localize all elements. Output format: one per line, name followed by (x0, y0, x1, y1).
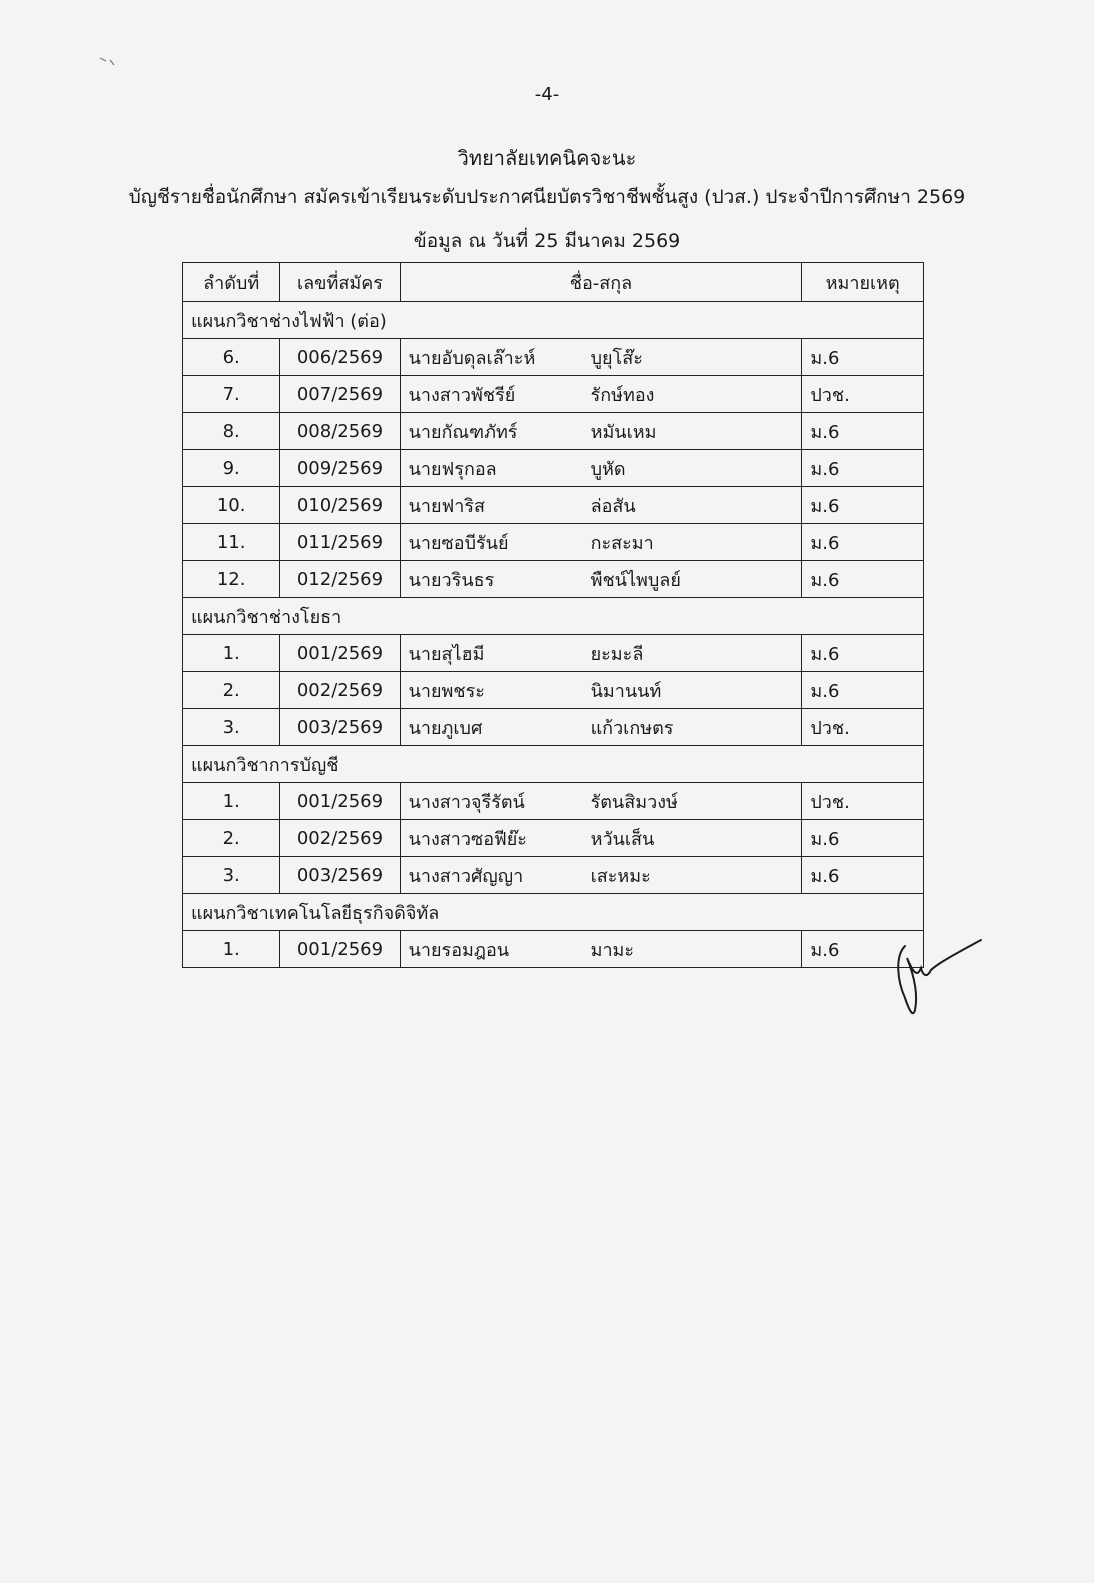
col-header-order: ลำดับที่ (183, 263, 280, 302)
cell-app-id: 011/2569 (280, 524, 400, 561)
cell-remark: ม.6 (802, 931, 924, 968)
cell-name (400, 931, 802, 968)
cell-order: 3. (183, 709, 280, 746)
cell-app-id: 001/2569 (280, 635, 400, 672)
cell-remark: ม.6 (802, 561, 924, 598)
cell-order: 6. (183, 339, 280, 376)
cell-order: 11. (183, 524, 280, 561)
table-row (183, 820, 924, 857)
cell-remark: ม.6 (802, 820, 924, 857)
section-row (183, 302, 924, 339)
data-date: ข้อมูล ณ วันที่ 25 มีนาคม 2569 (413, 230, 681, 252)
cell-name (400, 339, 802, 376)
table-row (183, 931, 924, 968)
cell-app-id: 003/2569 (280, 709, 400, 746)
last-name: กะสะมา (590, 532, 654, 554)
cell-remark: ม.6 (802, 487, 924, 524)
last-name: รัตนสิมวงษ์ (590, 791, 678, 813)
first-name: นายอับดุลเล๊าะห์ (408, 347, 536, 369)
last-name: พืชน์ไพบูลย์ (590, 569, 681, 591)
last-name: แก้วเกษตร (590, 717, 674, 739)
cell-name (400, 413, 802, 450)
table-row (183, 709, 924, 746)
first-name: นางสาวพัชรีย์ (408, 384, 516, 406)
section-title: แผนกวิชาการบัญชี (183, 746, 924, 783)
cell-order: 1. (183, 783, 280, 820)
scan-mark (98, 52, 118, 72)
last-name: นิมานนท์ (590, 680, 662, 702)
cell-remark: ปวช. (802, 376, 924, 413)
signature (893, 938, 988, 1027)
cell-order: 2. (183, 820, 280, 857)
cell-name (400, 672, 802, 709)
cell-name (400, 820, 802, 857)
cell-order: 1. (183, 931, 280, 968)
cell-remark: ม.6 (802, 339, 924, 376)
college-name: วิทยาลัยเทคนิคจะนะ (457, 146, 637, 170)
first-name: นายรอมฎอน (408, 939, 510, 961)
cell-remark: ม.6 (802, 857, 924, 894)
cell-app-id: 002/2569 (280, 672, 400, 709)
last-name: บูหัด (590, 458, 626, 480)
cell-name (400, 635, 802, 672)
cell-app-id: 006/2569 (280, 339, 400, 376)
table-row (183, 783, 924, 820)
last-name: หมันเหม (590, 421, 657, 443)
cell-app-id: 010/2569 (280, 487, 400, 524)
last-name: ล่อสัน (590, 495, 636, 517)
cell-app-id: 008/2569 (280, 413, 400, 450)
cell-app-id: 007/2569 (280, 376, 400, 413)
col-header-app-id: เลขที่สมัคร (280, 263, 400, 302)
cell-app-id: 001/2569 (280, 931, 400, 968)
section-row (183, 598, 924, 635)
section-row (183, 894, 924, 931)
last-name: บูยุโส๊ะ (590, 347, 643, 369)
first-name: นายซอบีรันย์ (408, 532, 509, 554)
cell-remark: ม.6 (802, 672, 924, 709)
first-name: นายสุไฮมี (408, 643, 485, 665)
cell-name (400, 376, 802, 413)
cell-remark: ปวช. (802, 709, 924, 746)
last-name: เสะหมะ (590, 865, 651, 887)
cell-name (400, 450, 802, 487)
table-row (183, 376, 924, 413)
first-name: นายฟาริส (408, 495, 486, 517)
first-name: นายภูเบศ (408, 717, 483, 739)
table-row (183, 450, 924, 487)
table-body (183, 302, 924, 968)
first-name: นายกัณฑภัทร์ (408, 421, 518, 443)
last-name: ยะมะลี (590, 643, 644, 665)
first-name: นายวรินธร (408, 569, 495, 591)
last-name: หวันเส็น (590, 828, 655, 850)
cell-remark: ปวช. (802, 783, 924, 820)
cell-order: 3. (183, 857, 280, 894)
cell-app-id: 002/2569 (280, 820, 400, 857)
cell-order: 1. (183, 635, 280, 672)
cell-name (400, 561, 802, 598)
table-row (183, 635, 924, 672)
first-name: นายฟรุกอล (408, 458, 497, 480)
cell-remark: ม.6 (802, 450, 924, 487)
cell-remark: ม.6 (802, 635, 924, 672)
table-header-row (183, 263, 924, 302)
cell-name (400, 857, 802, 894)
page-number: -4- (534, 84, 560, 105)
first-name: นางสาวศัญญา (408, 865, 524, 887)
first-name: นางสาวซอฟีย๊ะ (408, 828, 527, 850)
cell-name (400, 709, 802, 746)
last-name: มามะ (590, 939, 635, 961)
first-name: นางสาวจุรีรัตน์ (408, 791, 525, 813)
document-subtitle: บัญชีรายชื่อนักศึกษา สมัครเข้าเรียนระดับประกาศนียบัตรวิชาชีพชั้นสูง (ปวส.) ประจำปีการศึกษา 2569 (128, 186, 966, 208)
cell-app-id: 003/2569 (280, 857, 400, 894)
col-header-name: ชื่อ-สกุล (400, 263, 802, 302)
cell-order: 2. (183, 672, 280, 709)
cell-app-id: 012/2569 (280, 561, 400, 598)
table-row (183, 339, 924, 376)
cell-order: 9. (183, 450, 280, 487)
cell-name (400, 524, 802, 561)
table-row (183, 487, 924, 524)
col-header-remark: หมายเหตุ (802, 263, 924, 302)
cell-app-id: 001/2569 (280, 783, 400, 820)
cell-app-id: 009/2569 (280, 450, 400, 487)
section-row (183, 746, 924, 783)
table-row (183, 561, 924, 598)
cell-remark: ม.6 (802, 413, 924, 450)
first-name: นายพชระ (408, 680, 485, 702)
table-row (183, 413, 924, 450)
table-row (183, 524, 924, 561)
cell-order: 10. (183, 487, 280, 524)
cell-name (400, 487, 802, 524)
cell-order: 12. (183, 561, 280, 598)
cell-remark: ม.6 (802, 524, 924, 561)
cell-order: 7. (183, 376, 280, 413)
table-row (183, 857, 924, 894)
table-row (183, 672, 924, 709)
last-name: รักษ์ทอง (590, 384, 655, 406)
section-title: แผนกวิชาช่างไฟฟ้า (ต่อ) (183, 302, 924, 339)
section-title: แผนกวิชาช่างโยธา (183, 598, 924, 635)
cell-order: 8. (183, 413, 280, 450)
applicant-table (182, 262, 924, 968)
section-title: แผนกวิชาเทคโนโลยีธุรกิจดิจิทัล (183, 894, 924, 931)
cell-name (400, 783, 802, 820)
